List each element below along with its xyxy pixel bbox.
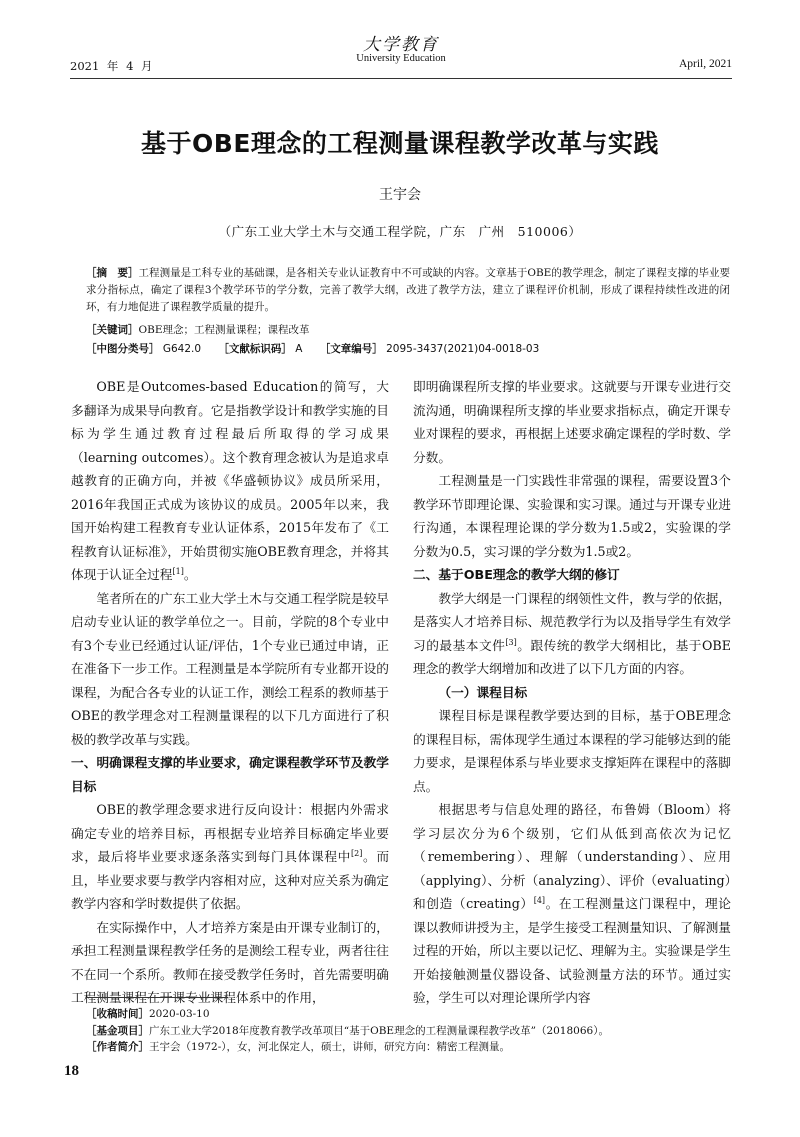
abstract — [86, 265, 730, 316]
journal-logo-cn: 大学教育 — [363, 35, 439, 55]
article-number-label: ［文章编号］ — [319, 343, 383, 355]
paragraph: 笔者所在的广东工业大学土木与交通工程学院是较早启动专业认证的教学单位之一。目前，学院的8个专业中有3个专业已经通过认证/评估，1个专业已通过申请，正在准备下一步工作。工程测量是本学院所有专业都开设的课程，为配合各专业的认证工作，测绘工程系的教师基于OBE的教学理念对工程测量课程的以下几方面进行了积极的教学改革与实践。 — [71, 590, 389, 747]
paragraph: OBE的教学理念要求进行反向设计：根据内外需求确定专业的培养目标，再根据专业培养目标确定毕业要求，最后将毕业要求逐条落实到每门具体课程中[2]。而且，毕业要求要与教学内容相对应，这种对应关系为确定教学内容和学时数提供了依据。 — [71, 802, 390, 911]
paragraph: 在实际操作中，人才培养方案是由开课专业制订的，承担工程测量课程教学任务的是测绘工程专业，两者往往不在同一个系所。教师在接受教学任务时，首先需要明确工程测量课程在开课专业课程体系中的作用， — [71, 919, 389, 1005]
abstract-text: 工程测量是工科专业的基础课，是各相关专业认证教育中不可或缺的内容。文章基于OBE的教学理念，制定了课程支撑的毕业要求分指标点，确定了课程3个教学环节的学分数，完善了教学大纲，改进了教学方法，建立了课程评价机制，形成了课程持续性改进的闭环，有力地促进了课程教学质量的提升。 — [86, 267, 730, 313]
article-title: 基于OBE理念的工程测量课程教学改革与实践 — [141, 129, 659, 158]
section-heading: 一、明确课程支撑的毕业要求，确定课程教学环节及教学目标 — [71, 755, 389, 794]
citation-ref: [4] — [533, 895, 546, 905]
clc-label: ［中图分类号］ — [86, 343, 160, 355]
body-column-left — [71, 375, 389, 1010]
clc-code: G642.0 — [162, 343, 202, 355]
citation-ref: [1] — [172, 566, 184, 576]
issue-date-cn: 2021 年 4 月 — [70, 59, 153, 73]
paragraph: 根据思考与信息处理的路径，布鲁姆（Bloom）将学习层次分为6个级别，它们从低到高依次为记忆（remembering）、理解（understanding）、应用（applying）、分析（analyzing）、评价（evaluating）和创造（creating）[4]。在工程测量这门课程中，理论课以教师讲授为主，是学生接受工程测量知识、了解测量过程的开始，所以主要以记忆、理解为主。实验课是学生开始接触测量仪器设备、试验测量方法的环节。通过实验，学生可以对理论课所学内容 — [413, 802, 731, 1005]
author-bio: ［作者简介］王宇会（1972-），女，河北保定人，硕士，讲师，研究方向：精密工程测量。 — [86, 1041, 511, 1053]
paragraph: 工程测量是一门实践性非常强的课程，需要设置3个教学环节即理论课、实验课和实习课。通过与开课专业进行沟通，本课程理论课的学分数为1.5或2，实验课的学分数为0.5，实习课的学分数为1.5或2。 — [413, 473, 731, 559]
journal-name-en: University Education — [356, 53, 446, 64]
classification-line — [86, 341, 730, 358]
paragraph: OBE是Outcomes-based Education的简写，大多翻译为成果导向教育。它是指教学设计和教学实施的目标为学生通过教育过程最后所取得的学习成果（learning outcomes）。这个教育理念被认为是追求卓越教育的正确方向，并被《华盛顿协议》成员所采用，2016年我国正式成为该协议的成员。2005年以来，我国开始构建工程教育专业认证体系，2015年发布了《工程教育认证标准》，开始贯彻实施OBE教育理念，并将其体现于认证全过程[1]。 — [71, 379, 389, 582]
author-affiliation: （广东工业大学土木与交通工程学院，广东 广州 510006） — [218, 224, 582, 239]
subsection-heading: （一）课程目标 — [438, 684, 528, 700]
author-name: 王宇会 — [379, 187, 421, 203]
keywords — [86, 322, 730, 339]
doc-code-label: ［文献标识码］ — [218, 343, 292, 355]
footnote-divider — [86, 997, 228, 998]
paragraph: 教学大纲是一门课程的纲领性文件，教与学的依据，是落实人才培养目标、规范教学行为以及指导学生有效学习的最基本文件[3]。跟传统的教学大纲相比，基于OBE理念的教学大纲增加和改进了以下几方面的内容。 — [413, 590, 731, 676]
paragraph: 即明确课程所支撑的毕业要求。这就要与开课专业进行交流沟通，明确课程所支撑的毕业要求指标点，确定开课专业对课程的要求，再根据上述要求确定课程的学时数、学分数。 — [413, 379, 731, 465]
paragraph: 课程目标是课程教学要达到的目标，基于OBE理念的课程目标，需体现学生通过本课程的学习能够达到的能力要求，是课程体系与毕业要求支撑矩阵在课程中的落脚点。 — [413, 708, 731, 794]
received-date: ［收稿时间］2020-03-10 — [86, 1008, 210, 1020]
fund-project: ［基金项目］广东工业大学2018年度教育教学改革项目“基于OBE理念的工程测量课程教学改革”（2018066）。 — [86, 1024, 609, 1037]
footnotes — [86, 1006, 746, 1056]
keywords-label: ［关键词］ — [86, 324, 139, 336]
citation-ref: [2] — [351, 848, 363, 858]
article-number: 2095-3437(2021)04-0018-03 — [386, 343, 540, 355]
section-heading: 二、基于OBE理念的教学大纲的修订 — [413, 567, 620, 582]
body-column-right — [413, 375, 731, 1010]
page-number: 18 — [64, 1063, 79, 1079]
citation-ref: [3] — [505, 637, 517, 647]
abstract-label: ［摘 要］ — [86, 267, 139, 279]
issue-date-en: April, 2021 — [678, 58, 732, 70]
running-header — [70, 28, 732, 79]
keywords-text: OBE理念；工程测量课程；课程改革 — [138, 324, 310, 336]
doc-code: A — [295, 343, 303, 355]
